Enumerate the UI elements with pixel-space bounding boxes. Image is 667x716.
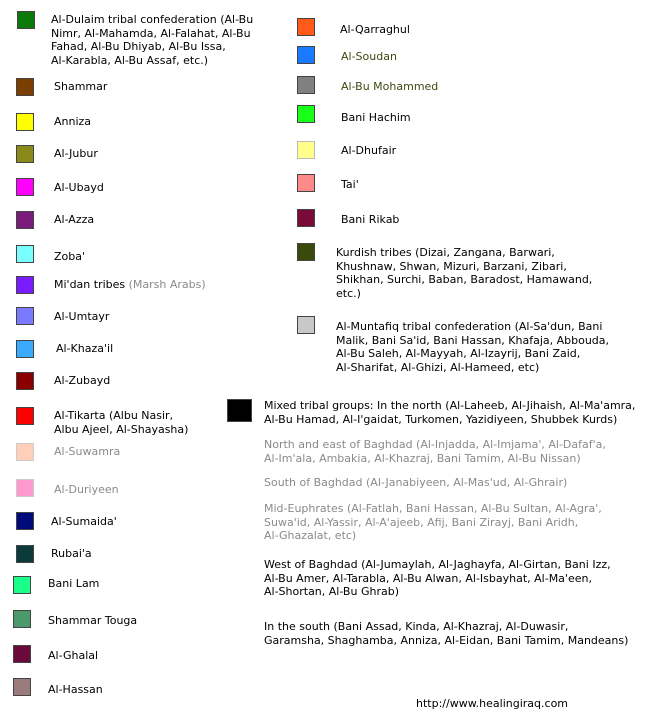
swatch-al-hassan: [13, 678, 31, 696]
swatch-kurdish-tribes: [297, 243, 315, 261]
label-al-dhufair: Al-Dhufair: [341, 144, 397, 157]
label-al-bu-mohammed: Al-Bu Mohammed: [341, 80, 439, 93]
swatch-bani-rikab: [297, 209, 315, 227]
label-tai: Tai': [341, 178, 359, 191]
label-al-zubayd: Al-Zubayd: [54, 374, 111, 387]
swatch-shammar: [16, 78, 34, 96]
swatch-zoba: [16, 245, 34, 263]
label-al-ghalal: Al-Ghalal: [48, 649, 99, 662]
label-al-khazail: Al-Khaza'il: [56, 342, 114, 355]
label-al-duriyeen: Al-Duriyeen: [54, 483, 119, 496]
swatch-mixed-tribal-groups: [227, 399, 252, 422]
swatch-al-soudan: [297, 46, 315, 64]
label-al-azza: Al-Azza: [54, 213, 95, 226]
footer-url: http://www.healingiraq.com: [416, 697, 569, 710]
label-rubaia: Rubai'a: [51, 547, 92, 560]
swatch-al-azza: [16, 211, 34, 229]
swatch-bani-lam: [13, 576, 31, 594]
swatch-al-zubayd: [16, 372, 34, 390]
swatch-al-duriyeen: [16, 479, 34, 497]
swatch-midan-tribes: [16, 276, 34, 294]
label-al-tikarta: Al-Tikarta (Albu Nasir, Albu Ajeel, Al-Shayasha): [54, 409, 189, 436]
text-mid-euphrates: Mid-Euphrates (Al-Fatlah, Bani Hassan, Al-Bu Sultan, Al-Agra', Suwa'id, Al-Yassir, Al-A'ajeeb, Afij, Bani Zirayj, Bani Aridh, Al-Ghazalat, etc): [264, 502, 602, 542]
label-al-qarraghul: Al-Qarraghul: [340, 23, 410, 36]
text-mixed-north: Mixed tribal groups: In the north (Al-Laheeb, Al-Jihaish, Al-Ma'amra, Al-Bu Hamad, Al-I'gaidat, Turkomen, Yazidiyeen, Shubbek Kurds): [264, 399, 636, 426]
label-zoba: Zoba': [54, 250, 86, 263]
label-midan-tribes: [54, 278, 206, 292]
label-midan-main: Mi'dan tribes: [54, 278, 126, 291]
label-bani-lam: Bani Lam: [48, 577, 100, 590]
swatch-al-qarraghul: [297, 18, 315, 36]
label-shammar-touga: Shammar Touga: [48, 614, 138, 627]
swatch-al-jubur: [16, 145, 34, 163]
swatch-al-ubayd: [16, 178, 34, 196]
label-al-dulaim: Al-Dulaim tribal confederation (Al-Bu Nimr, Al-Mahamda, Al-Falahat, Al-Bu Fahad, Al-Bu Dhiyab, Al-Bu Issa, Al-Karabla, Al-Bu Assaf, etc.): [51, 13, 254, 67]
swatch-al-dulaim: [17, 11, 35, 29]
label-al-suwamra: Al-Suwamra: [54, 445, 121, 458]
swatch-anniza: [16, 113, 34, 131]
label-al-muntafiq: Al-Muntafiq tribal confederation (Al-Sa'dun, Bani Malik, Bani Sa'id, Bani Hassan, Khafaja, Abbouda, Al-Bu Saleh, Al-Mayyah, Al-Izayrij, Bani Zaid, Al-Sharifat, Al-Ghizi, Al-Hameed, etc): [336, 320, 610, 374]
swatch-al-khazail: [16, 340, 34, 358]
label-anniza: Anniza: [54, 115, 92, 128]
swatch-al-ghalal: [13, 645, 31, 663]
swatch-al-sumaida: [16, 512, 34, 530]
label-al-umtayr: Al-Umtayr: [54, 310, 110, 323]
swatch-al-bu-mohammed: [297, 76, 315, 94]
text-south-baghdad: South of Baghdad (Al-Janabiyeen, Al-Mas'ud, Al-Ghrair): [264, 476, 568, 489]
swatch-al-umtayr: [16, 307, 34, 325]
label-al-hassan: Al-Hassan: [48, 683, 103, 696]
text-west-baghdad: West of Baghdad (Al-Jumaylah, Al-Jaghayfa, Al-Girtan, Bani Izz, Al-Bu Amer, Al-Tarabla, Al-Bu Alwan, Al-Isbayhat, Al-Ma'een, Al-Shortan, Al-Bu Ghrab): [264, 558, 611, 598]
swatch-al-muntafiq: [297, 316, 315, 334]
label-al-soudan: Al-Soudan: [341, 50, 397, 63]
label-shammar: Shammar: [54, 80, 108, 93]
label-al-jubur: Al-Jubur: [54, 147, 98, 160]
swatch-al-dhufair: [297, 141, 315, 159]
swatch-rubaia: [16, 545, 34, 563]
label-kurdish-tribes: Kurdish tribes (Dizai, Zangana, Barwari, Khushnaw, Shwan, Mizuri, Barzani, Zibari, Shikhan, Surchi, Baban, Baradost, Hamawand, etc.): [336, 246, 593, 300]
swatch-al-tikarta: [16, 407, 34, 425]
text-north-east-baghdad: North and east of Baghdad (Al-Injadda, Al-Imjama', Al-Dafaf'a, Al-Im'ala, Ambakia, Al-Khazraj, Bani Tamim, Al-Bu Nissan): [264, 438, 606, 465]
label-bani-rikab: Bani Rikab: [341, 213, 400, 226]
swatch-tai: [297, 174, 315, 192]
label-al-sumaida: Al-Sumaida': [51, 515, 117, 528]
swatch-bani-hachim: [297, 105, 315, 123]
label-bani-hachim: Bani Hachim: [341, 111, 411, 124]
label-midan-extra: (Marsh Arabs): [128, 278, 206, 291]
swatch-al-suwamra: [16, 443, 34, 461]
swatch-shammar-touga: [13, 610, 31, 628]
text-south: In the south (Bani Assad, Kinda, Al-Khazraj, Al-Duwasir, Garamsha, Shaghamba, Anniza, Al-Eidan, Bani Tamim, Mandeans): [264, 620, 629, 647]
label-al-ubayd: Al-Ubayd: [54, 181, 104, 194]
